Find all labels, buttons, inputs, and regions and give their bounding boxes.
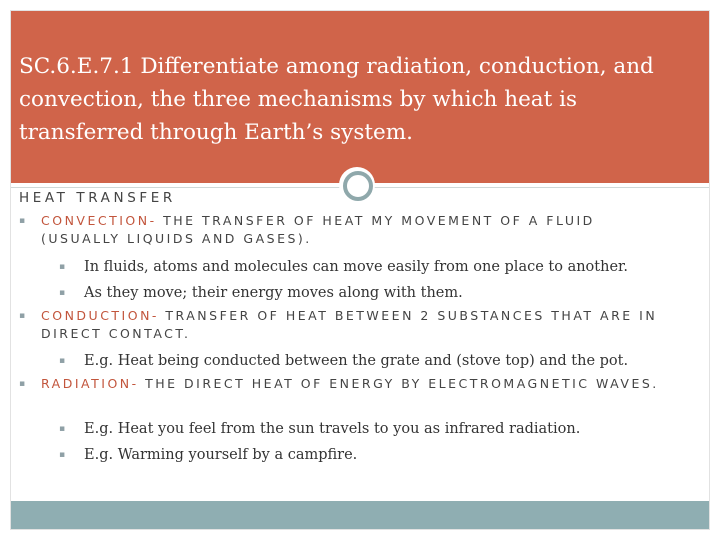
list-item-convection — [19, 212, 679, 248]
definition-radiation: THE DIRECT HEAT OF ENERGY BY ELECTROMAGNETIC WAVES. — [138, 376, 659, 391]
bullet-icon: ▪ — [19, 379, 26, 389]
slide-title: SC.6.E.7.1 Differentiate among radiation, conduction, and convection, the three mechanisms by which heat is transferred through Earth’s system. — [19, 54, 654, 145]
bullet-icon: ▪ — [19, 311, 26, 321]
term-conduction: CONDUCTION- — [41, 308, 159, 323]
bullet-icon: ▪ — [59, 262, 66, 272]
sub-item-text: In fluids, atoms and molecules can move easily from one place to another. — [84, 259, 628, 275]
sub-item — [59, 283, 689, 303]
footer-band — [11, 501, 709, 529]
sub-item — [59, 419, 689, 439]
bullet-icon: ▪ — [59, 288, 66, 298]
definition-convection: THE TRANSFER OF HEAT MY MOVEMENT OF A FLUID (USUALLY LIQUIDS AND GASES). — [41, 213, 595, 246]
definition-conduction: TRANSFER OF HEAT BETWEEN 2 SUBSTANCES THAT ARE IN DIRECT CONTACT. — [41, 308, 658, 341]
section-heading: HEAT TRANSFER — [19, 190, 176, 206]
sub-item-text: As they move; their energy moves along with them. — [84, 285, 463, 301]
sub-item-text: E.g. Heat you feel from the sun travels to you as infrared radiation. — [84, 421, 581, 437]
bullet-icon: ▪ — [19, 216, 26, 226]
sub-item-text: E.g. Warming yourself by a campfire. — [84, 447, 358, 463]
list-item-radiation — [19, 375, 679, 393]
sub-item-text: E.g. Heat being conducted between the grate and (stove top) and the pot. — [84, 353, 629, 369]
bullet-icon: ▪ — [59, 424, 66, 434]
sub-item — [59, 351, 689, 371]
bullet-icon: ▪ — [59, 356, 66, 366]
sub-item — [59, 445, 689, 465]
term-radiation: RADIATION- — [41, 376, 139, 391]
list-item-conduction — [19, 307, 679, 343]
circle-ornament-icon — [339, 167, 375, 203]
sub-item — [59, 257, 689, 277]
term-convection: CONVECTION- — [41, 213, 157, 228]
bullet-icon: ▪ — [59, 450, 66, 460]
